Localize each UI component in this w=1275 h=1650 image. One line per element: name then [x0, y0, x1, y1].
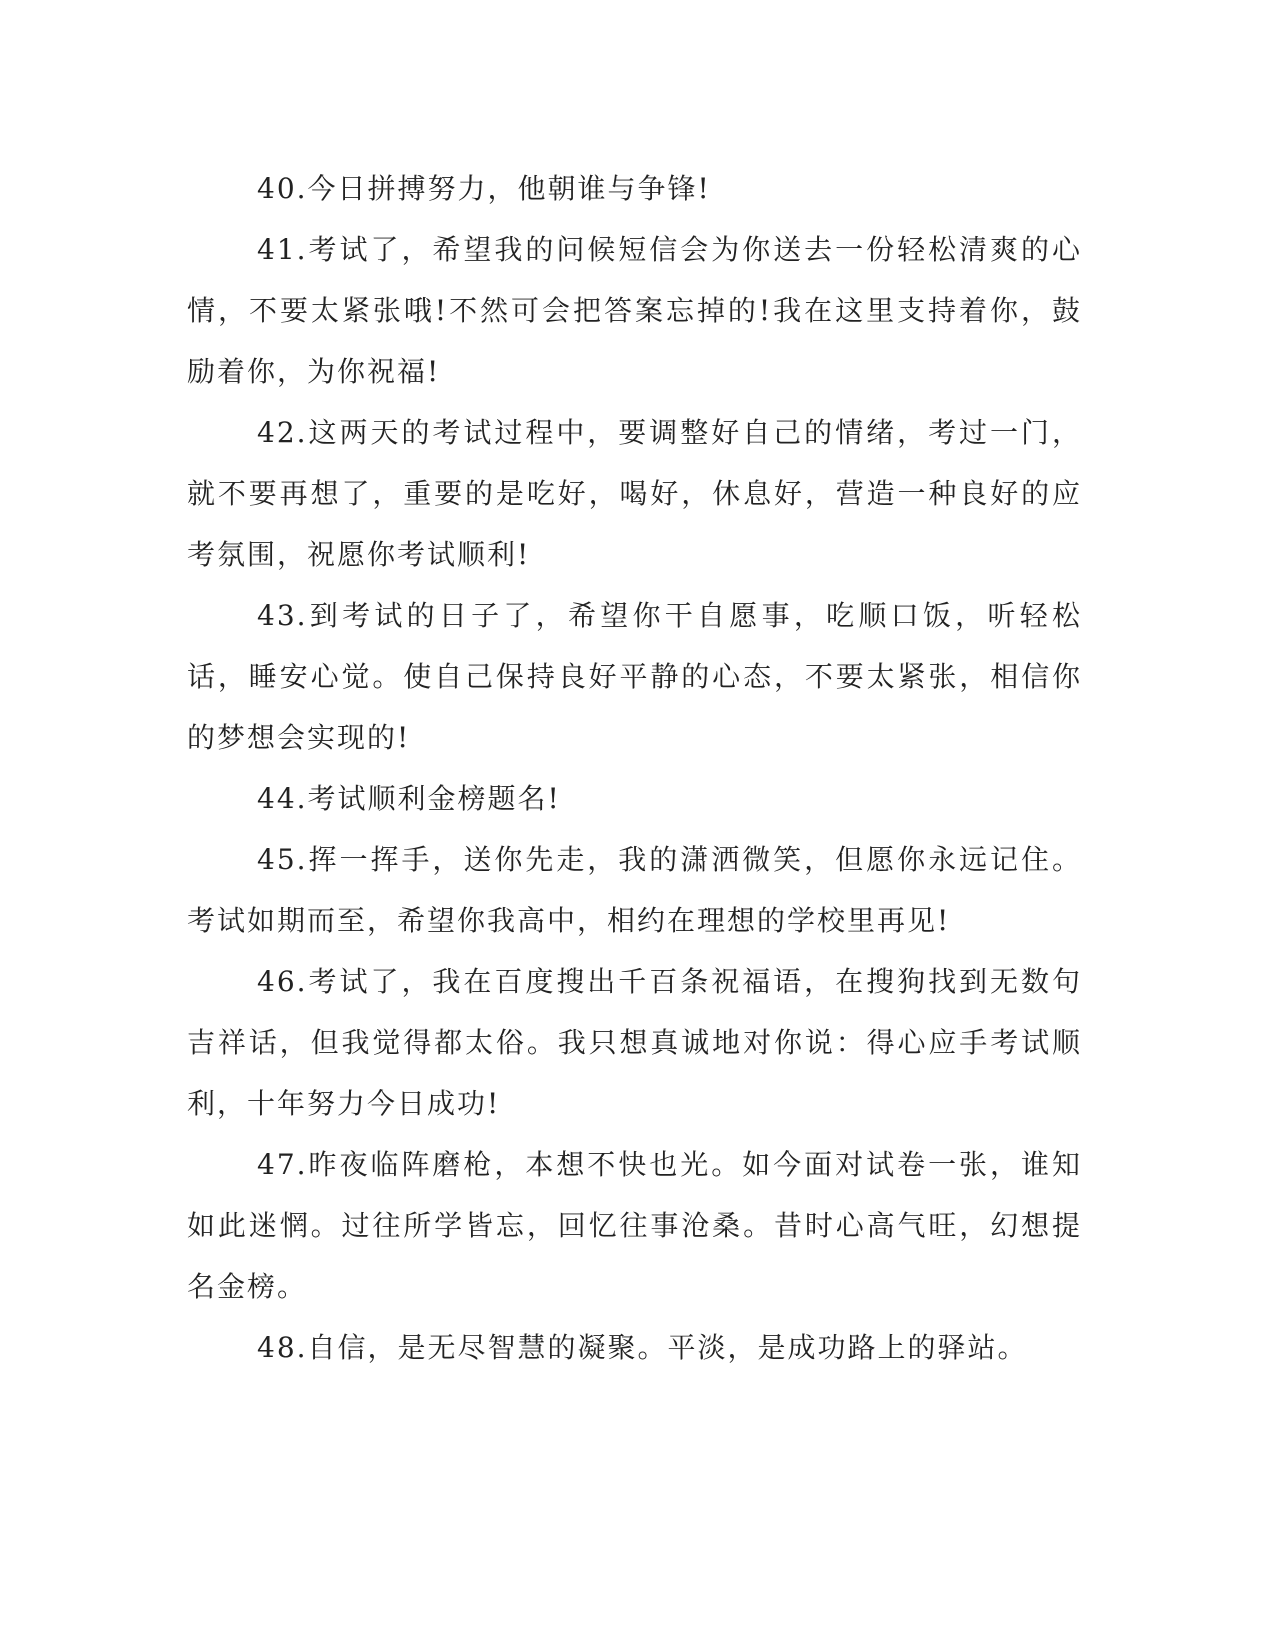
- paragraph-48: 48.自信，是无尽智慧的凝聚。平淡，是成功路上的驿站。: [257, 1331, 1028, 1364]
- paragraph-45: 45.挥一挥手，送你先走，我的潇洒微笑，但愿你永远记住。考试如期而至，希望你我高中，相约在理想的学校里再见!: [187, 843, 1082, 937]
- paragraph-40: 40.今日拼搏努力，他朝谁与争锋!: [257, 172, 711, 205]
- paragraph-41: 41.考试了，希望我的问候短信会为你送去一份轻松清爽的心情，不要太紧张哦!不然可会把答案忘掉的!我在这里支持着你，鼓励着你，为你祝福!: [187, 233, 1082, 388]
- paragraph-42: 42.这两天的考试过程中，要调整好自己的情绪，考过一门，就不要再想了，重要的是吃好，喝好，休息好，营造一种良好的应考氛围，祝愿你考试顺利!: [187, 416, 1082, 571]
- paragraph-47: 47.昨夜临阵磨枪，本想不快也光。如今面对试卷一张，谁知如此迷惘。过往所学皆忘，回忆往事沧桑。昔时心高气旺，幻想提名金榜。: [187, 1148, 1082, 1303]
- paragraph-43: 43.到考试的日子了，希望你干自愿事，吃顺口饭，听轻松话，睡安心觉。使自己保持良好平静的心态，不要太紧张，相信你的梦想会实现的!: [187, 599, 1082, 754]
- document-body: [187, 158, 1082, 1378]
- paragraph-44: 44.考试顺利金榜题名!: [257, 782, 561, 815]
- paragraph-46: 46.考试了，我在百度搜出千百条祝福语，在搜狗找到无数句吉祥话，但我觉得都太俗。我只想真诚地对你说：得心应手考试顺利，十年努力今日成功!: [187, 965, 1082, 1120]
